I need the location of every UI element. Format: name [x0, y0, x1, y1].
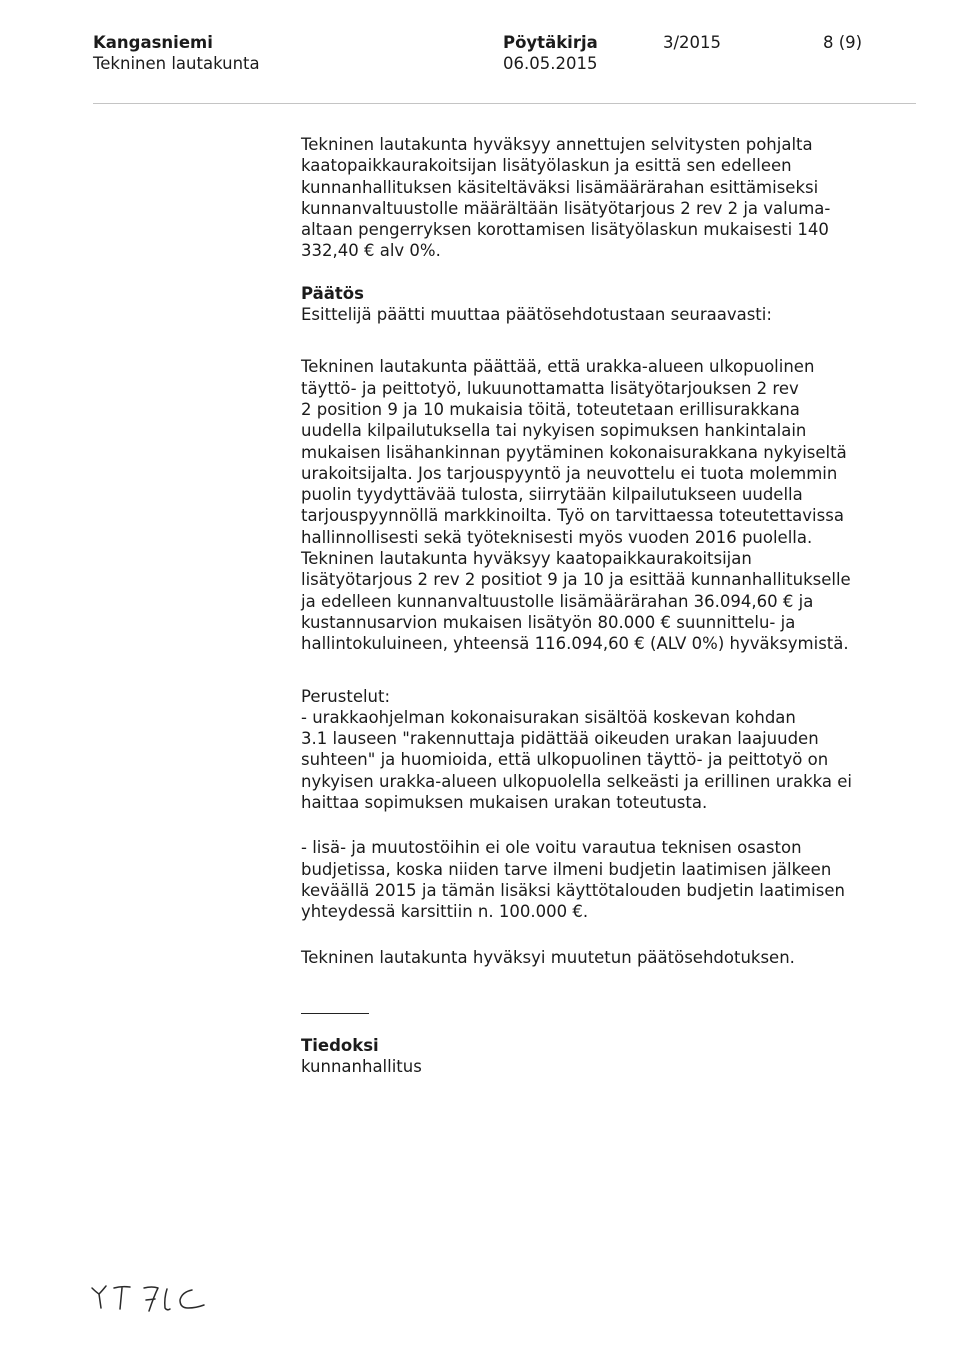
document-body: [301, 134, 861, 1077]
handwritten-initials: [88, 1278, 238, 1318]
distribution-recipient: kunnanhallitus: [301, 1057, 422, 1077]
reasons-heading: Perustelut:: [301, 686, 391, 706]
document-type: Pöytäkirja: [503, 33, 598, 52]
reason-item-2: - lisä- ja muutostöihin ei ole voitu varautua teknisen osaston budjetissa, koska niiden tarve ilmeni budjetin laatimisen jälkeen keväällä 2015 ja tämän lisäksi käyttötalouden budjetin laatimisen yhteydessä karsittiin n. 100.000 €.: [301, 838, 845, 922]
header-divider: [93, 103, 916, 104]
reason-item-1: - urakkaohjelman kokonaisurakan sisältöä koskevan kohdan 3.1 lauseen "rakennuttaja pidättää oikeuden urakan laajuuden suhteen" ja huomioida, että ulkopuolinen täyttö- ja peittotyö on nykyisen urakka-alueen ulkopuolella selkeästi ja erillinen urakka ei haittaa sopimuksen mukaisen urakan toteutusta.: [301, 707, 853, 813]
page-number: 8 (9): [823, 33, 863, 52]
minutes-number: 3/2015: [663, 33, 722, 52]
decision-text: Tekninen lautakunta päättää, että urakka-alueen ulkopuolinen täyttö- ja peittotyö, lukuunottamatta lisätyötarjouksen 2 rev 2 position 9 ja 10 mukaisia töitä, toteutetaan erillisurakkana uudella kilpailutuksella tai nykyisen sopimuksen hankintalain mukaisen lisähankinnan pyytäminen kokonaisurakkana nykyiseltä urakoitsijalta. Jos tarjouspyyntö ja neuvottelu ei tuota molemmin puolin tyydyttävää tulosta, siirrytään kilpailutukseen uudella tarjouspyynnöllä markkinoilta. Työ on tarvittaessa toteutettavissa hallinnollisesti sekä työteknisesti myös vuoden 2016 puolella. Tekninen lautakunta hyväksyy kaatopaikkaurakoitsijan lisätyötarjous 2 rev 2 positiot 9 ja 10 ja esittää kunnanhallitukselle ja edelleen kunnanvaltuustolle lisämäärärahan 36.094,60 € ja kustannusarvion mukaisen lisätyön 80.000 € suunnittelu- ja hallintokuluineen, yhteensä 116.094,60 € (ALV 0%) hyväksymistä.: [301, 357, 851, 654]
meeting-date: 06.05.2015: [503, 54, 598, 73]
intro-paragraph: Tekninen lautakunta hyväksyy annettujen selvitysten pohjalta kaatopaikkaurakoitsijan lisätyölaskun ja esittä sen edelleen kunnanhallituksen käsiteltäväksi lisämäärärahan esittämiseksi kunnanvaltuustolle määrältään lisätyötarjous 2 rev 2 ja valuma- altaan pengerryksen korottamisen lisätyölaskun mukaisesti 140 332,40 € alv 0%.: [301, 135, 831, 261]
department-name: Tekninen lautakunta: [93, 54, 260, 73]
conclusion-text: Tekninen lautakunta hyväksyi muutetun päätösehdotuksen.: [301, 947, 795, 967]
organization-name: Kangasniemi: [93, 33, 213, 52]
decision-statement: Esittelijä päätti muuttaa päätösehdotustaan seuraavasti:: [301, 305, 772, 325]
decision-heading: Päätös: [301, 283, 364, 303]
distribution-heading: Tiedoksi: [301, 1035, 379, 1055]
